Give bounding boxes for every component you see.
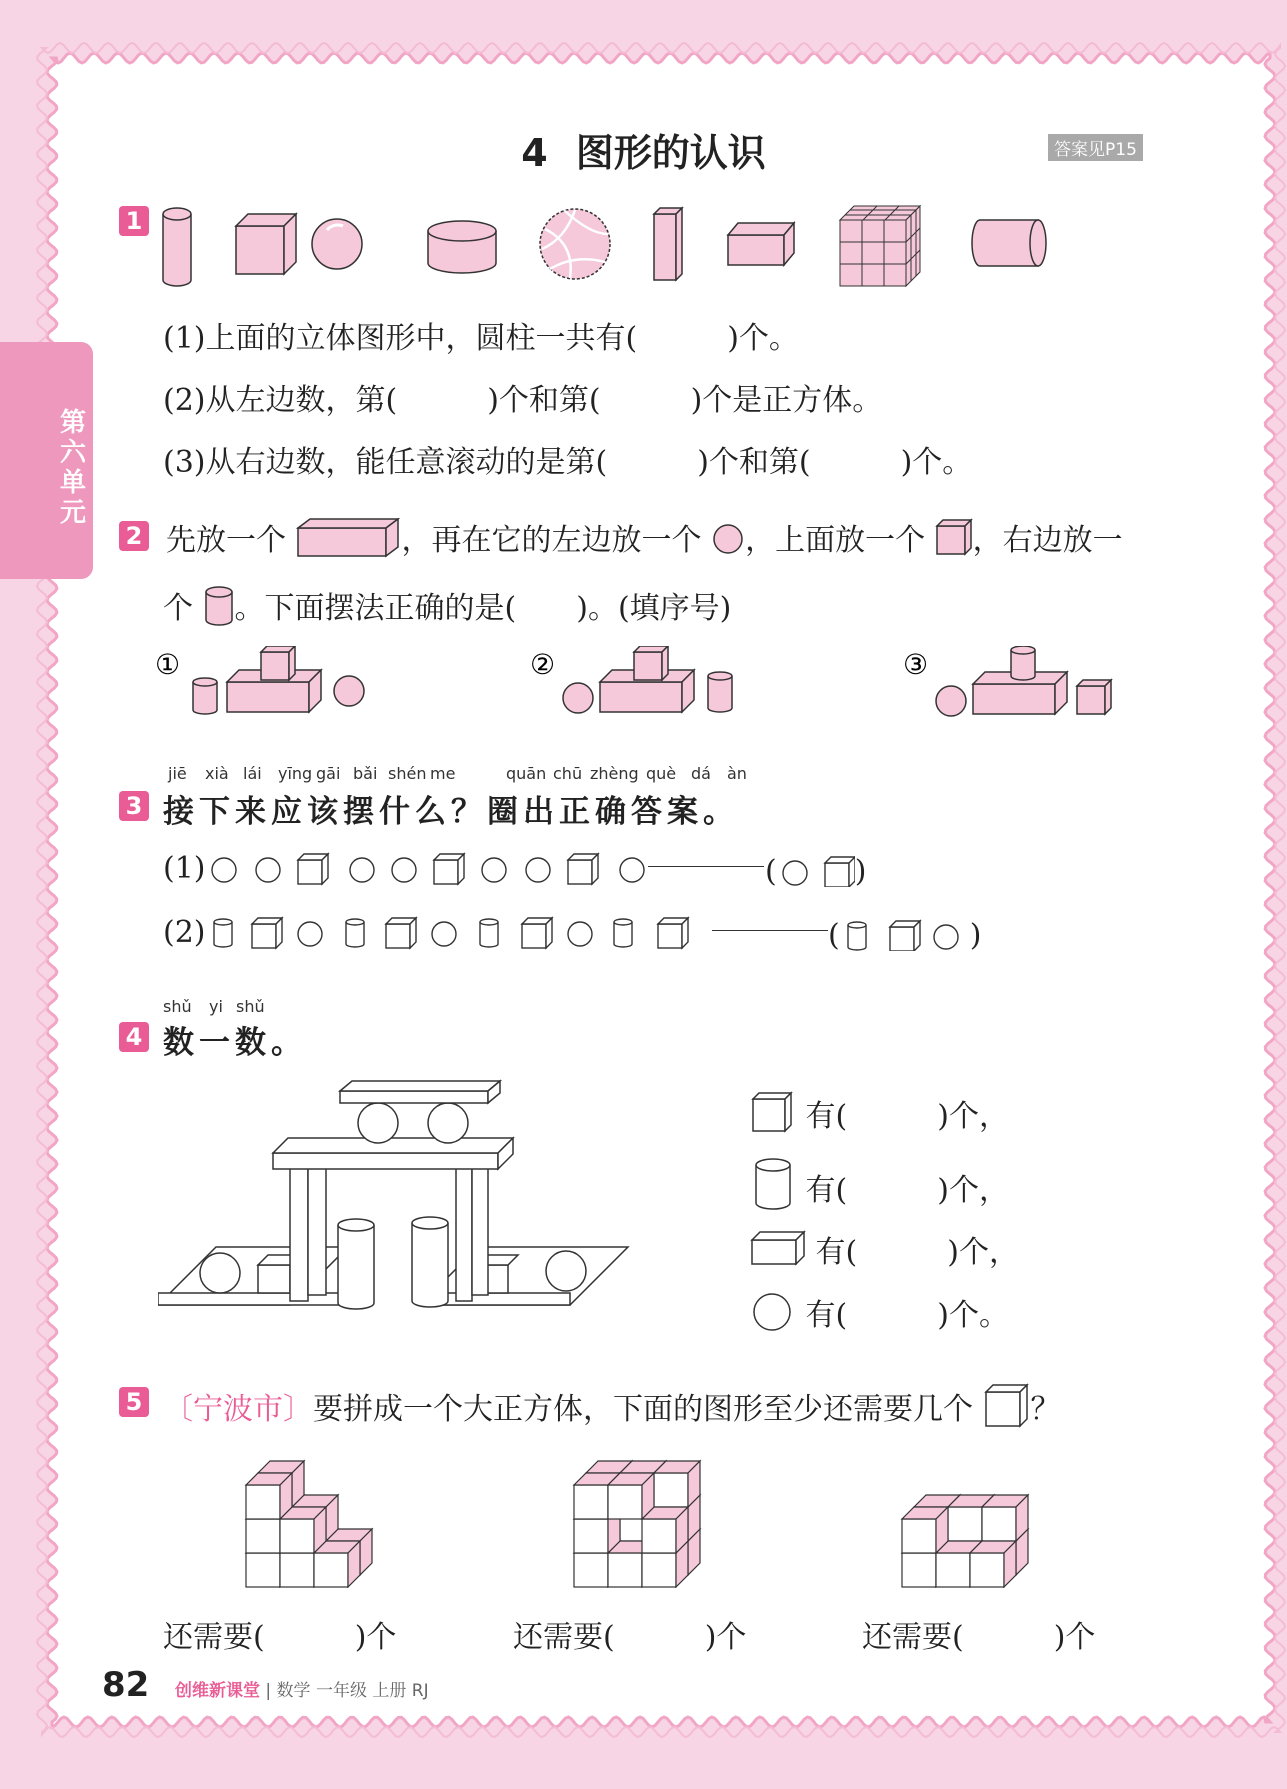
q5-answer-3: 还需要( )个: [862, 1620, 1096, 1655]
q5-text: 要拼成一个大正方体，下面的图形至少还需要几个: [313, 1392, 973, 1427]
cube-icon: [568, 854, 598, 884]
pinyin: shǔ: [236, 997, 265, 1016]
ball-icon: [432, 922, 456, 946]
pinyin: chū: [553, 764, 583, 783]
unit-cube: [608, 1473, 654, 1519]
count-text: 有( )个，: [805, 1173, 1009, 1208]
q3-row-2-choices: ( ): [828, 915, 981, 953]
cube-icon: [252, 918, 282, 948]
cube-icon: [750, 1090, 796, 1134]
tall-cuboid-icon: [654, 208, 682, 280]
option-label: ②: [530, 648, 556, 681]
answer-blank[interactable]: [712, 930, 828, 931]
unit-cube: [902, 1507, 948, 1553]
option-label: ③: [903, 648, 929, 681]
q3-row-2-sequence: [210, 912, 930, 956]
count-text: 有( )个。: [805, 1298, 1009, 1333]
q4-count-ball: [750, 1290, 1009, 1334]
question-number-5: 5: [119, 1387, 149, 1417]
q2-line-2: [163, 583, 731, 628]
q4-count-cylinder: [750, 1158, 1009, 1212]
cube-icon: [935, 518, 973, 558]
q2-text-a: 先放一个: [166, 523, 286, 558]
pinyin: àn: [727, 764, 747, 783]
count-text: 有( )个，: [815, 1235, 1019, 1270]
unit-cube: [314, 1541, 360, 1587]
unit-cube: [642, 1507, 688, 1553]
q2-option-3[interactable]: [903, 646, 1111, 716]
cube-icon: [825, 857, 855, 887]
q2-text-d: ，右边放一: [972, 523, 1123, 558]
ball-icon: [392, 858, 416, 882]
ball-icon: [568, 922, 592, 946]
flat-cylinder-icon: [428, 221, 496, 273]
region-tag: 〔宁波市〕: [163, 1392, 313, 1427]
q3-instruction: 接下来应该摆什么？圈出正确答案。: [163, 794, 739, 830]
cylinder-icon: [214, 919, 232, 947]
option-label: ①: [155, 648, 181, 681]
q3-row-2-choice-icons[interactable]: [840, 915, 970, 951]
unit-cube: [280, 1507, 326, 1553]
ball-icon: [298, 922, 322, 946]
question-number-1: 1: [119, 206, 149, 236]
pinyin: zhèng: [590, 764, 639, 783]
count-text: 有( )个，: [805, 1099, 1009, 1134]
pinyin: me: [430, 764, 456, 783]
q2-text-c: ，上面放一个: [745, 523, 926, 558]
unit-cube: [246, 1473, 292, 1519]
pinyin: yi: [209, 997, 223, 1016]
ball-icon: [934, 925, 958, 949]
q3-row-2-label: (2): [163, 915, 206, 950]
ball-icon: [350, 858, 374, 882]
cube-icon: [298, 854, 328, 884]
cylinder-icon: [346, 919, 364, 947]
cuboid-icon: [750, 1230, 806, 1268]
cube-icon: [386, 918, 416, 948]
ball-icon: [256, 858, 280, 882]
q1-part-2: (2)从左边数，第( )个和第( )个是正方体。: [163, 383, 883, 418]
q2-option-2[interactable]: [530, 646, 732, 713]
ball-icon: [750, 1291, 796, 1333]
section-number: 4: [521, 131, 548, 175]
q2-option-1[interactable]: [155, 646, 364, 714]
q3-row-1-choices: ( ): [765, 851, 866, 889]
question-number-3: 3: [119, 791, 149, 821]
pinyin: dá: [691, 764, 711, 783]
footer-info: 数学 一年级 上册 RJ: [276, 1681, 429, 1701]
rubiks-cube-icon: [840, 206, 920, 286]
q4-count-cube: [750, 1090, 1009, 1135]
cube-icon: [522, 918, 552, 948]
lying-cylinder-icon: [972, 220, 1046, 266]
footer-brand: 创维新课堂: [175, 1681, 260, 1701]
q2-text-f: 。下面摆法正确的是( )。(填序号): [234, 591, 732, 626]
question-number-4: 4: [119, 1022, 149, 1052]
answer-reference-badge: 答案见P15: [1048, 134, 1143, 161]
q5-cube-stacks: [240, 1448, 1140, 1588]
ball-icon: [312, 219, 362, 269]
pinyin: jiē: [168, 764, 187, 783]
q2-line-1: [166, 515, 1123, 559]
footer: 创维新课堂 | 数学 一年级 上册 RJ: [175, 1681, 429, 1701]
pinyin: bǎi: [353, 764, 378, 783]
pinyin: què: [646, 764, 677, 783]
cylinder-icon: [203, 586, 235, 628]
cylinder-icon: [163, 208, 191, 286]
q5-instruction: [163, 1383, 1061, 1429]
q3-row-1-choice-icons[interactable]: [777, 851, 855, 887]
cube-icon: [658, 918, 688, 948]
cylinder-icon: [614, 919, 632, 947]
q5-qmark: ？: [1030, 1392, 1061, 1427]
answer-blank[interactable]: [648, 866, 764, 867]
cube-icon: [890, 921, 920, 951]
pinyin: quān: [506, 764, 547, 783]
pinyin: lái: [243, 764, 262, 783]
unit-cube: [654, 1461, 700, 1507]
unit-cube: [970, 1541, 1016, 1587]
q2-options: [155, 646, 1125, 726]
q1-shape-row: [150, 196, 1080, 296]
cylinder-icon: [480, 919, 498, 947]
cube-icon: [983, 1383, 1031, 1429]
unit-side-tab-label: 第六单元: [59, 408, 86, 528]
q5-answer-1: 还需要( )个: [163, 1620, 397, 1655]
pinyin: yīng: [278, 764, 313, 783]
q2-text-b: ，再在它的左边放一个: [401, 523, 702, 558]
cuboid-icon: [296, 518, 402, 558]
q5-answer-2: 还需要( )个: [513, 1620, 747, 1655]
q4-instruction: 数一数。: [163, 1025, 307, 1061]
question-number-2: 2: [119, 521, 149, 551]
ball-icon: [212, 858, 236, 882]
volleyball-icon: [540, 209, 610, 279]
ball-icon: [526, 858, 550, 882]
section-title: 图形的认识: [575, 131, 766, 175]
pinyin: shén: [388, 764, 427, 783]
pinyin: shǔ: [163, 997, 192, 1016]
pinyin: gāi: [316, 764, 341, 783]
q4-count-cuboid: [750, 1227, 1019, 1271]
ball-icon: [482, 858, 506, 882]
ball-icon: [711, 522, 745, 556]
q1-part-3: (3)从右边数，能任意滚动的是第( )个和第( )个。: [163, 445, 973, 480]
q3-row-1-label: (1): [163, 851, 206, 886]
q4-building-figure: [158, 1075, 638, 1337]
q2-text-e: 个: [163, 591, 193, 626]
unit-cube: [982, 1495, 1028, 1541]
q1-part-1: (1)上面的立体图形中，圆柱一共有( )个。: [163, 321, 799, 356]
cylinder-icon: [848, 922, 866, 950]
cuboid-icon: [728, 223, 794, 265]
cylinder-icon: [750, 1158, 796, 1212]
ball-icon: [620, 858, 644, 882]
cube-icon: [236, 214, 296, 274]
page-number: 82: [102, 1665, 150, 1705]
pinyin: xià: [205, 764, 229, 783]
ball-icon: [783, 861, 807, 885]
cube-icon: [434, 854, 464, 884]
